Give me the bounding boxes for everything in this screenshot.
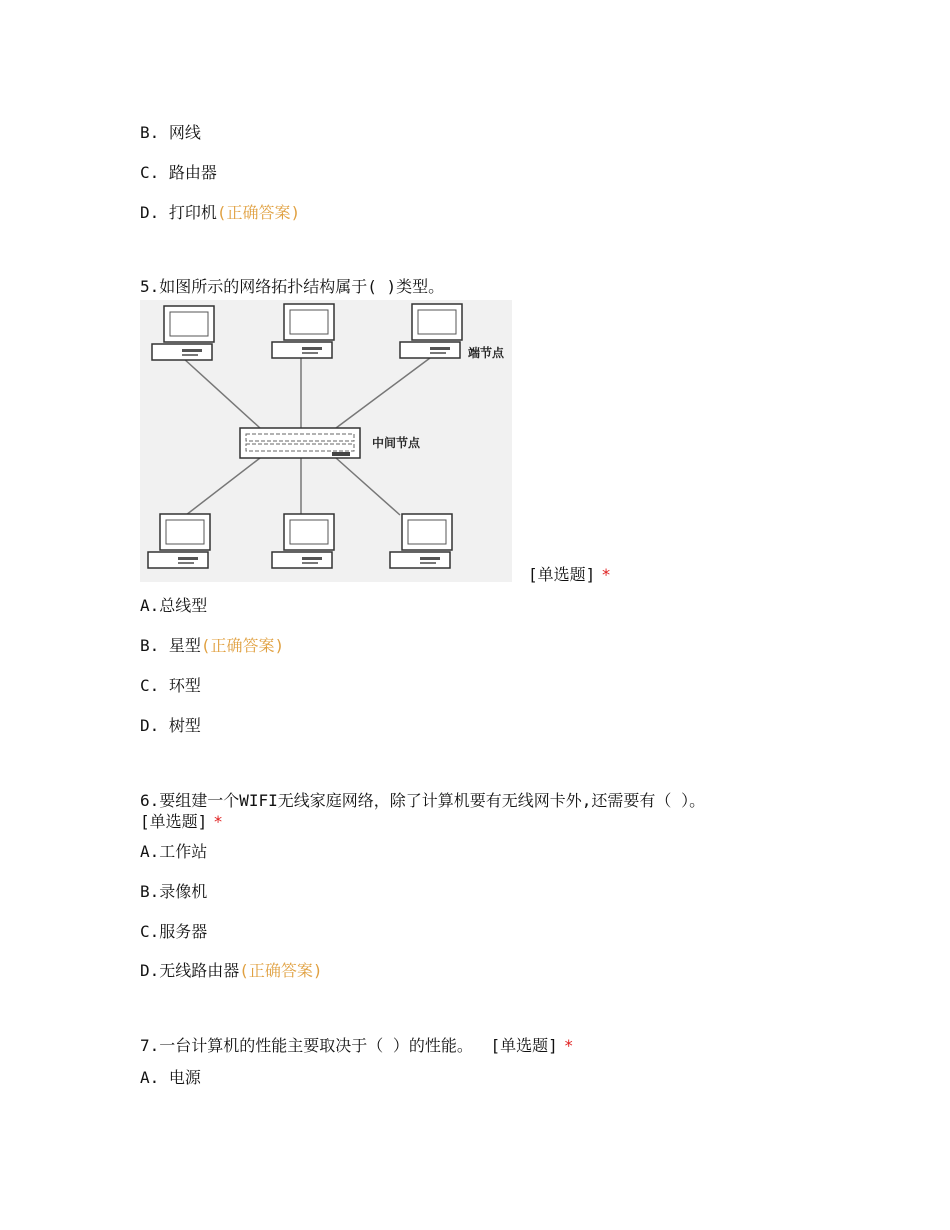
question-type-tag: [单选题]	[490, 1036, 558, 1055]
q5-option-b-text: B. 星型	[140, 636, 201, 655]
q4-option-c-text: C. 路由器	[140, 163, 217, 182]
q4-option-d[interactable]	[140, 203, 300, 223]
required-asterisk: *	[601, 565, 611, 584]
switch-hub-icon	[240, 428, 360, 458]
q5-stem-text: 5.如图所示的网络拓扑结构属于( )类型。	[140, 277, 445, 296]
q7-stem	[140, 1036, 573, 1056]
q6-option-a-text: A.工作站	[140, 842, 208, 861]
q6-stem	[140, 791, 705, 811]
required-asterisk: *	[563, 1036, 574, 1055]
q5-option-a[interactable]	[140, 596, 207, 616]
q4-option-b[interactable]	[140, 123, 201, 143]
q5-option-c-text: C. 环型	[140, 676, 201, 695]
q6-option-c-text: C.服务器	[140, 922, 208, 941]
q4-option-b-text: B. 网线	[140, 123, 201, 142]
q6-option-a[interactable]	[140, 842, 207, 862]
correct-answer-mark: (正确答案)	[216, 203, 301, 222]
q6-option-b-text: B.录像机	[140, 882, 208, 901]
q5-stem	[140, 277, 444, 297]
q6-question-type	[140, 812, 223, 832]
q6-option-d-text: D.无线路由器	[140, 961, 240, 980]
q5-option-c[interactable]	[140, 676, 201, 696]
star-topology-figure	[140, 300, 512, 582]
q5-question-type	[528, 565, 611, 585]
q5-option-b[interactable]	[140, 636, 284, 656]
q5-option-a-text: A.总线型	[140, 596, 208, 615]
q5-option-d[interactable]	[140, 716, 201, 736]
q6-stem-text: 6.要组建一个WIFI无线家庭网络，除了计算机要有无线网卡外,还需要有（ ）。	[140, 791, 706, 810]
required-asterisk: *	[213, 812, 223, 831]
q7-stem-text: 7.一台计算机的性能主要取决于（ ）的性能。	[140, 1036, 473, 1055]
q6-option-b[interactable]	[140, 882, 207, 902]
question-type-tag: [单选题]	[140, 812, 208, 831]
q6-option-d[interactable]	[140, 961, 323, 981]
q5-option-d-text: D. 树型	[140, 716, 201, 735]
correct-answer-mark: (正确答案)	[200, 636, 285, 655]
question-type-tag: [单选题]	[528, 565, 596, 584]
q7-option-a-text: A. 电源	[140, 1068, 201, 1087]
correct-answer-mark: (正确答案)	[239, 961, 323, 980]
q7-option-a[interactable]	[140, 1068, 201, 1088]
q4-option-c[interactable]	[140, 163, 217, 183]
middle-node-label: 中间节点	[372, 436, 421, 450]
q4-option-d-text: D. 打印机	[140, 203, 217, 222]
q6-option-c[interactable]	[140, 922, 207, 942]
end-node-label: 端节点	[468, 346, 505, 360]
